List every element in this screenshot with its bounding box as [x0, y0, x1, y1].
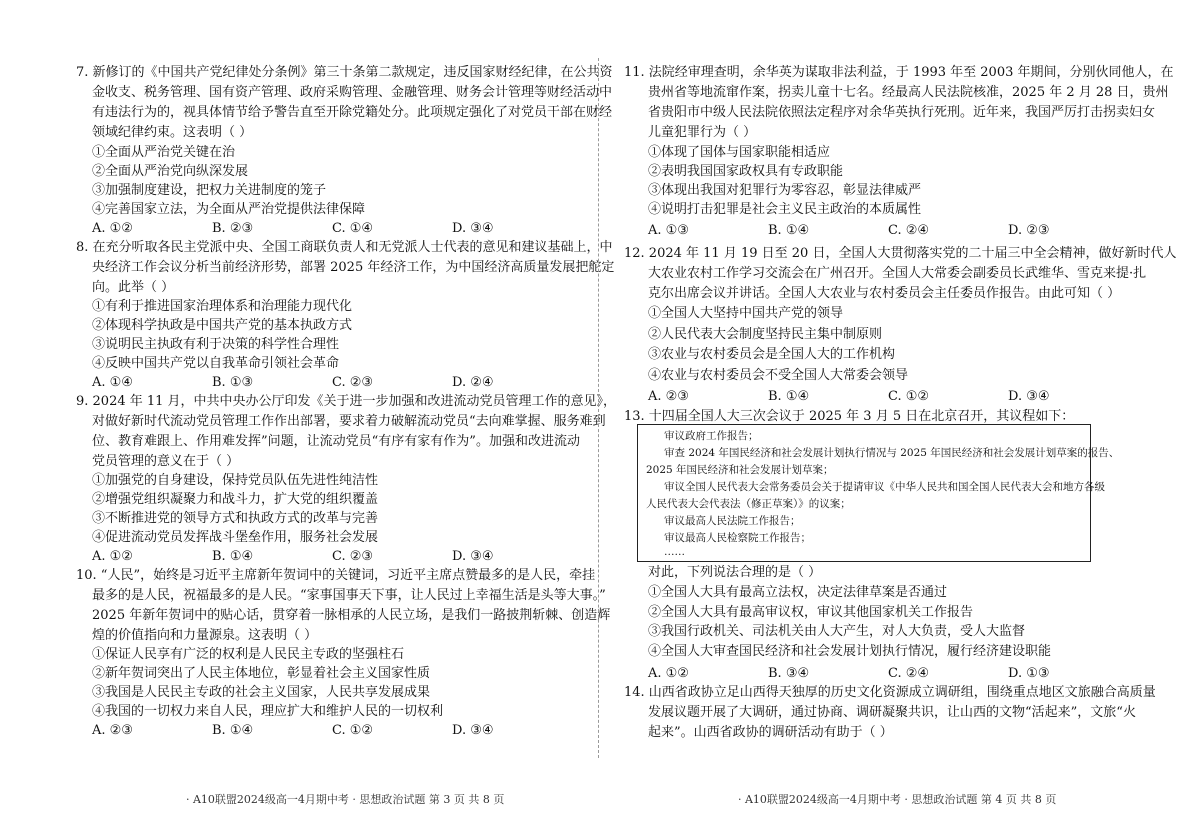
agenda-item-5: 审议最高人民检察院工作报告；	[664, 532, 811, 544]
q11-choice-a[interactable]: A. ①③	[648, 223, 689, 238]
q8-choice-d[interactable]: D. ②④	[452, 375, 494, 390]
q13-choice-c[interactable]: C. ②④	[888, 666, 930, 681]
q8-line-1: 8. 在充分听取各民主党派中央、全国工商联负责人和无党派人士代表的意见和建议基础上，中	[76, 240, 613, 255]
q13-intro: 13. 十四届全国人大三次会议于 2025 年 3 月 5 日在北京召开，其议程如下：	[624, 409, 1075, 424]
q9-option-3: ③不断推进党的领导方式和执政方式的改革与完善	[92, 511, 379, 526]
agenda-item-1: 审议政府工作报告；	[664, 430, 759, 442]
agenda-item-2-cont: 2025 年国民经济和社会发展计划草案；	[646, 464, 834, 476]
q9-option-2: ②增强党组织凝聚力和战斗力，扩大党的组织覆盖	[92, 492, 379, 507]
agenda-item-3: 审议全国人民代表大会常务委员会关于提请审议《中华人民共和国全国人民代表大会和地方各级	[664, 481, 1105, 493]
q13-option-1: ①全国人大具有最高立法权，决定法律草案是否通过	[648, 585, 948, 600]
q13-agenda-box	[637, 424, 1120, 562]
q12-choice-c[interactable]: C. ①②	[888, 389, 930, 404]
q11-line-1: 11. 法院经审理查明，余华英为谋取非法利益，于 1993 年至 2003 年期间，分别伙同他人，在	[624, 65, 1174, 80]
q11-choice-d[interactable]: D. ②③	[1008, 223, 1050, 238]
q8-line-3: 向。此举（ ）	[92, 280, 175, 295]
q12-option-2: ②人民代表大会制度坚持民主集中制原则	[648, 327, 883, 342]
q10-choice-c[interactable]: C. ①②	[332, 723, 374, 738]
q12-choices	[648, 387, 1128, 407]
q12-choice-b[interactable]: B. ①④	[768, 389, 810, 404]
page-footer-right: · A10联盟2024级高一4月期中考 · 思想政治试题 第 4 页 共 8 页	[738, 793, 1057, 806]
q11-option-1: ①体现了国体与国家职能相适应	[648, 145, 831, 160]
q10-option-2: ②新年贺词突出了人民主体地位，彰显着社会主义国家性质	[92, 666, 431, 681]
q9-line-1: 9. 2024 年 11 月，中共中央办公厅印发《关于进一步加强和改进流动党员管理工作的意见》，	[76, 394, 617, 409]
q9-choice-d[interactable]: D. ③④	[452, 549, 494, 564]
q13-choice-b[interactable]: B. ③④	[768, 666, 810, 681]
q12-option-1: ①全国人大坚持中国共产党的领导	[648, 306, 844, 321]
q10-option-1: ①保证人民享有广泛的权利是人民民主专政的坚强柱石	[92, 647, 405, 662]
q14-line-3: 起来”。山西省政协的调研活动有助于（ ）	[648, 725, 893, 740]
q7-line-4: 领域纪律约束。这表明（ ）	[92, 125, 253, 140]
q8-option-4: ④反映中国共产党以自我革命引领社会革命	[92, 356, 340, 371]
q7-option-3: ③加强制度建设，把权力关进制度的笼子	[92, 183, 327, 198]
q8-option-3: ③说明民主执政有利于决策的科学性合理性	[92, 337, 340, 352]
q7-choice-b[interactable]: B. ②③	[212, 221, 254, 236]
q8-option-2: ②体现科学执政是中国共产党的基本执政方式	[92, 318, 353, 333]
q9-choices	[92, 547, 572, 567]
right-page	[600, 0, 1200, 824]
q7-line-2: 金收支、税务管理、国有资产管理、政府采购管理、金融管理、财务会计管理等财经活动中	[92, 85, 613, 100]
q13-option-3: ③我国行政机关、司法机关由人大产生，对人大负责，受人大监督	[648, 624, 1026, 639]
q10-choice-d[interactable]: D. ③④	[452, 723, 494, 738]
q9-line-3: 位、教育难跟上、作用难发挥”问题，让流动党员“有序有家有作为”。加强和改进流动	[92, 434, 580, 449]
q13-choice-a[interactable]: A. ①②	[648, 666, 689, 681]
q7-choice-d[interactable]: D. ③④	[452, 221, 494, 236]
q10-option-3: ③我国是人民民主专政的社会主义国家，人民共享发展成果	[92, 685, 431, 700]
q8-option-1: ①有利于推进国家治理体系和治理能力现代化	[92, 299, 353, 314]
q9-choice-a[interactable]: A. ①②	[92, 549, 133, 564]
agenda-item-4: 审议最高人民法院工作报告；	[664, 515, 801, 527]
q10-line-2: 最多的是人民，祝福最多的是人民。“家事国事天下事，让人民过上幸福生活是头等大事。”	[92, 588, 606, 603]
q9-line-4: 党员管理的意义在于（ ）	[92, 454, 240, 469]
q11-option-3: ③体现出我国对犯罪行为零容忍，彰显法律威严	[648, 183, 922, 198]
q10-option-4: ④我国的一切权力来自人民，理应扩大和维护人民的一切权利	[92, 704, 444, 719]
q13-option-2: ②全国人大具有最高审议权，审议其他国家机关工作报告	[648, 605, 974, 620]
q11-line-4: 儿童犯罪行为（ ）	[648, 125, 757, 140]
q14-line-1: 14. 山西省政协立足山西得天独厚的历史文化资源成立调研组，围绕重点地区文旅融合高质量	[624, 685, 1156, 700]
q13-after: 对此，下列说法合理的是（ ）	[648, 565, 822, 580]
q7-choices	[92, 219, 572, 239]
q10-line-1: 10. “人民”，始终是习近平主席新年贺词中的关键词，习近平主席点赞最多的是人民，牵挂	[76, 568, 596, 583]
q10-line-3: 2025 年新年贺词中的贴心话，贯穿着一脉相承的人民立场，是我们一路披荆斩棘、创造辉	[92, 608, 611, 623]
q12-line-3: 克尔出席会议并讲话。全国人大农业与农村委员会主任委员作报告。由此可知（ ）	[648, 286, 1121, 301]
q8-choice-b[interactable]: B. ①③	[212, 375, 254, 390]
agenda-ellipsis: ……	[664, 546, 685, 558]
q11-option-4: ④说明打击犯罪是社会主义民主政治的本质属性	[648, 202, 922, 217]
q11-line-3: 省贵阳市中级人民法院依照法定程序对余华英执行死刑。近年来，我国严厉打击拐卖妇女	[648, 105, 1156, 120]
q8-choices	[92, 373, 572, 393]
q13-choice-d[interactable]: D. ①③	[1008, 666, 1050, 681]
q13-option-4: ④全国人大审查国民经济和社会发展计划执行情况，履行经济建设职能	[648, 644, 1052, 659]
q7-choice-c[interactable]: C. ①④	[332, 221, 374, 236]
agenda-item-3-cont: 人民代表大会代表法（修正草案）》的议案；	[646, 498, 851, 510]
q12-line-1: 12. 2024 年 11 月 19 日至 20 日，全国人大贯彻落实党的二十届三中全会精神，做好新时代人	[624, 246, 1177, 261]
q11-choice-c[interactable]: C. ②④	[888, 223, 930, 238]
q7-line-1: 7. 新修订的《中国共产党纪律处分条例》第三十条第二款规定，违反国家财经纪律，在公共资	[76, 65, 613, 80]
q9-option-1: ①加强党的自身建设，保持党员队伍先进性纯洁性	[92, 473, 379, 488]
q8-line-2: 央经济工作会议分析当前经济形势，部署 2025 年经济工作，为中国经济高质量发展把舵定	[92, 260, 615, 275]
q8-choice-c[interactable]: C. ②③	[332, 375, 374, 390]
q10-line-4: 煌的价值指向和力量源泉。这表明（ ）	[92, 628, 318, 643]
q9-line-2: 对做好新时代流动党员管理工作作出部署，要求着力破解流动党员“去向难掌握、服务难到	[92, 414, 606, 429]
q12-choice-d[interactable]: D. ③④	[1008, 389, 1050, 404]
q14-line-2: 发展议题开展了大调研，通过协商、调研凝聚共识，让山西的文物“活起来”，文旅“火	[648, 705, 1136, 720]
q11-line-2: 贵州省等地流窜作案，拐卖儿童十七名。经最高人民法院核准，2025 年 2 月 28 日，贵州	[648, 85, 1169, 100]
q12-choice-a[interactable]: A. ②③	[648, 389, 689, 404]
q10-choices	[92, 721, 572, 741]
q11-option-2: ②表明我国国家政权具有专政职能	[648, 164, 844, 179]
q9-choice-b[interactable]: B. ①④	[212, 549, 254, 564]
q7-option-1: ①全面从严治党关键在治	[92, 145, 236, 160]
q8-choice-a[interactable]: A. ①④	[92, 375, 133, 390]
q7-option-2: ②全面从严治党向纵深发展	[92, 164, 249, 179]
agenda-item-2: 审查 2024 年国民经济和社会发展计划执行情况与 2025 年国民经济和社会发展计划草案的报告、	[664, 447, 1120, 459]
q13-choices	[648, 664, 1128, 684]
q7-option-4: ④完善国家立法，为全面从严治党提供法律保障	[92, 202, 366, 217]
q12-line-2: 大农业农村工作学习交流会在广州召开。全国人大常委会副委员长武维华、雪克来提·扎	[648, 266, 1147, 281]
q9-choice-c[interactable]: C. ②③	[332, 549, 374, 564]
page-footer-left: · A10联盟2024级高一4月期中考 · 思想政治试题 第 3 页 共 8 页	[186, 793, 505, 806]
q11-choice-b[interactable]: B. ①④	[768, 223, 810, 238]
q10-choice-b[interactable]: B. ①④	[212, 723, 254, 738]
q12-option-3: ③农业与农村委员会是全国人大的工作机构	[648, 347, 896, 362]
q7-line-3: 有违法行为的，视具体情节给予警告直至开除党籍处分。此项规定强化了对党员干部在财经	[92, 105, 613, 120]
q12-option-4: ④农业与农村委员会不受全国人大常委会领导	[648, 368, 909, 383]
q9-option-4: ④促进流动党员发挥战斗堡垒作用，服务社会发展	[92, 530, 379, 545]
q7-choice-a[interactable]: A. ①②	[92, 221, 133, 236]
q10-choice-a[interactable]: A. ②③	[92, 723, 133, 738]
q11-choices	[648, 221, 1128, 241]
